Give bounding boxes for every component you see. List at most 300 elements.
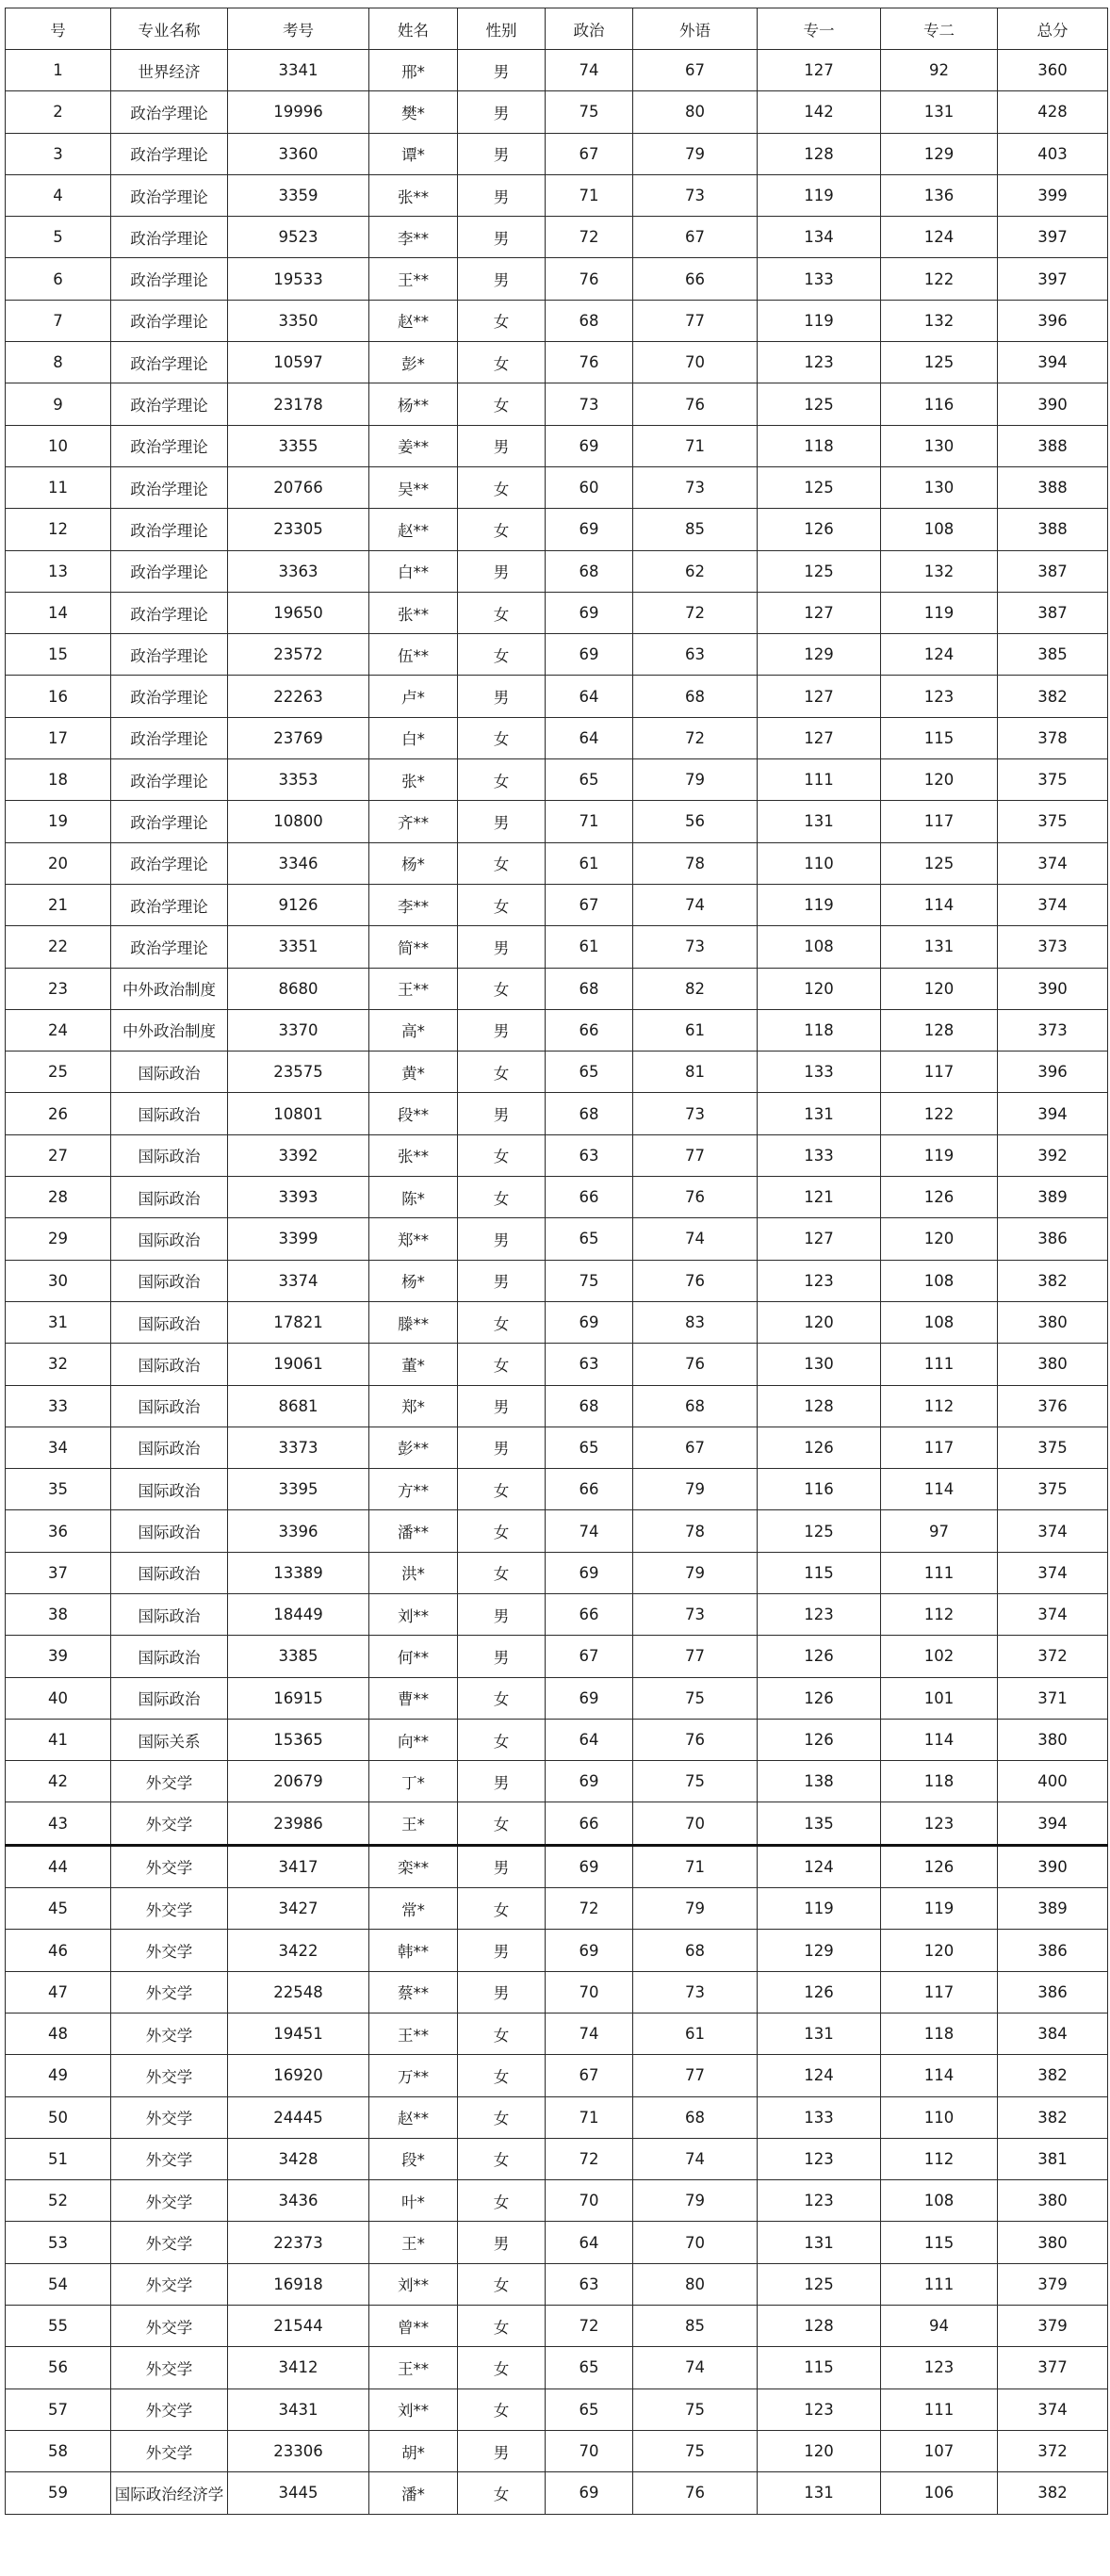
cell-number: 19 — [6, 801, 111, 842]
cell-major-subject-1: 142 — [758, 91, 881, 133]
cell-number: 50 — [6, 2096, 111, 2138]
cell-gender: 男 — [458, 2222, 546, 2263]
cell-major-subject-1: 126 — [758, 1427, 881, 1468]
cell-major: 政治学理论 — [111, 676, 228, 717]
cell-foreign-language: 66 — [633, 258, 758, 300]
cell-foreign-language: 68 — [633, 676, 758, 717]
cell-major-subject-2: 124 — [881, 634, 998, 676]
cell-politics: 74 — [546, 1510, 633, 1552]
cell-major: 政治学理论 — [111, 801, 228, 842]
cell-total: 400 — [998, 1761, 1108, 1802]
cell-major: 外交学 — [111, 1761, 228, 1802]
cell-major-subject-1: 127 — [758, 50, 881, 91]
cell-major: 政治学理论 — [111, 217, 228, 258]
cell-number: 32 — [6, 1344, 111, 1385]
cell-foreign-language: 81 — [633, 1052, 758, 1093]
cell-gender: 女 — [458, 1344, 546, 1385]
cell-name: 邢* — [369, 50, 458, 91]
cell-politics: 66 — [546, 1593, 633, 1635]
cell-number: 39 — [6, 1636, 111, 1677]
cell-major-subject-1: 119 — [758, 300, 881, 341]
cell-exam-id: 22263 — [228, 676, 369, 717]
table-row — [6, 300, 1108, 341]
cell-total: 373 — [998, 1009, 1108, 1051]
cell-total: 382 — [998, 676, 1108, 717]
table-row — [6, 550, 1108, 592]
cell-name: 曹** — [369, 1677, 458, 1719]
cell-major-subject-2: 117 — [881, 1052, 998, 1093]
cell-foreign-language: 85 — [633, 2306, 758, 2347]
table-row — [6, 1636, 1108, 1677]
cell-politics: 65 — [546, 1427, 633, 1468]
cell-foreign-language: 70 — [633, 1802, 758, 1845]
cell-gender: 男 — [458, 1218, 546, 1260]
cell-name: 栾** — [369, 1845, 458, 1887]
cell-politics: 71 — [546, 174, 633, 216]
cell-exam-id: 3436 — [228, 2180, 369, 2222]
cell-foreign-language: 76 — [633, 383, 758, 425]
cell-major: 中外政治制度 — [111, 1009, 228, 1051]
cell-number: 22 — [6, 926, 111, 968]
cell-gender: 男 — [458, 91, 546, 133]
cell-total: 388 — [998, 509, 1108, 550]
cell-major: 国际政治 — [111, 1510, 228, 1552]
table-row — [6, 2347, 1108, 2389]
cell-name: 吴** — [369, 466, 458, 508]
cell-total: 375 — [998, 801, 1108, 842]
cell-name: 董* — [369, 1344, 458, 1385]
cell-foreign-language: 67 — [633, 1427, 758, 1468]
cell-foreign-language: 76 — [633, 1719, 758, 1760]
cell-foreign-language: 73 — [633, 926, 758, 968]
cell-foreign-language: 80 — [633, 91, 758, 133]
cell-total: 392 — [998, 1134, 1108, 1176]
cell-politics: 67 — [546, 2055, 633, 2096]
table-row — [6, 1344, 1108, 1385]
cell-major-subject-1: 123 — [758, 2389, 881, 2430]
table-row — [6, 1093, 1108, 1134]
cell-gender: 男 — [458, 174, 546, 216]
cell-major-subject-1: 127 — [758, 717, 881, 758]
cell-politics: 63 — [546, 1344, 633, 1385]
cell-gender: 女 — [458, 2096, 546, 2138]
cell-gender: 男 — [458, 1845, 546, 1887]
cell-number: 49 — [6, 2055, 111, 2096]
table-row — [6, 1510, 1108, 1552]
cell-foreign-language: 79 — [633, 1469, 758, 1510]
header-major: 专业名称 — [111, 8, 228, 50]
cell-name: 白** — [369, 550, 458, 592]
cell-foreign-language: 72 — [633, 717, 758, 758]
cell-major-subject-2: 117 — [881, 1427, 998, 1468]
table-row — [6, 884, 1108, 925]
cell-foreign-language: 76 — [633, 1260, 758, 1301]
cell-major: 国际政治 — [111, 1593, 228, 1635]
cell-name: 何** — [369, 1636, 458, 1677]
cell-major: 政治学理论 — [111, 926, 228, 968]
table-row — [6, 1888, 1108, 1930]
table-row — [6, 2389, 1108, 2430]
cell-number: 9 — [6, 383, 111, 425]
cell-major: 国际政治 — [111, 1552, 228, 1593]
cell-major-subject-2: 131 — [881, 91, 998, 133]
cell-name: 李** — [369, 217, 458, 258]
cell-major-subject-1: 126 — [758, 1677, 881, 1719]
cell-major: 外交学 — [111, 2096, 228, 2138]
cell-politics: 75 — [546, 91, 633, 133]
cell-foreign-language: 70 — [633, 342, 758, 383]
header-foreign-language: 外语 — [633, 8, 758, 50]
cell-politics: 72 — [546, 2306, 633, 2347]
cell-name: 李** — [369, 884, 458, 925]
cell-politics: 69 — [546, 1845, 633, 1887]
cell-politics: 76 — [546, 342, 633, 383]
cell-foreign-language: 75 — [633, 2389, 758, 2430]
cell-major: 中外政治制度 — [111, 968, 228, 1009]
cell-name: 赵** — [369, 300, 458, 341]
cell-foreign-language: 79 — [633, 1888, 758, 1930]
cell-politics: 72 — [546, 217, 633, 258]
cell-major: 政治学理论 — [111, 133, 228, 174]
cell-name: 潘** — [369, 1510, 458, 1552]
cell-politics: 69 — [546, 592, 633, 633]
cell-major: 外交学 — [111, 2430, 228, 2471]
cell-number: 29 — [6, 1218, 111, 1260]
table-row — [6, 1971, 1108, 2013]
cell-major-subject-2: 111 — [881, 1344, 998, 1385]
cell-exam-id: 3360 — [228, 133, 369, 174]
cell-number: 16 — [6, 676, 111, 717]
cell-major: 国际关系 — [111, 1719, 228, 1760]
cell-politics: 74 — [546, 50, 633, 91]
cell-major-subject-1: 119 — [758, 174, 881, 216]
cell-major: 国际政治 — [111, 1636, 228, 1677]
cell-major-subject-1: 128 — [758, 1385, 881, 1427]
cell-major-subject-2: 119 — [881, 1134, 998, 1176]
cell-total: 397 — [998, 258, 1108, 300]
cell-politics: 63 — [546, 1134, 633, 1176]
cell-total: 386 — [998, 1971, 1108, 2013]
cell-name: 王* — [369, 2222, 458, 2263]
cell-exam-id: 23306 — [228, 2430, 369, 2471]
cell-major: 外交学 — [111, 2222, 228, 2263]
cell-major: 国际政治 — [111, 1301, 228, 1343]
cell-exam-id: 9523 — [228, 217, 369, 258]
cell-foreign-language: 68 — [633, 2096, 758, 2138]
cell-politics: 74 — [546, 2013, 633, 2054]
cell-number: 17 — [6, 717, 111, 758]
cell-total: 378 — [998, 717, 1108, 758]
cell-politics: 67 — [546, 133, 633, 174]
cell-exam-id: 20766 — [228, 466, 369, 508]
cell-name: 张* — [369, 759, 458, 801]
cell-foreign-language: 79 — [633, 759, 758, 801]
cell-gender: 男 — [458, 1385, 546, 1427]
cell-foreign-language: 77 — [633, 1636, 758, 1677]
cell-foreign-language: 67 — [633, 50, 758, 91]
cell-politics: 75 — [546, 1260, 633, 1301]
cell-politics: 69 — [546, 634, 633, 676]
cell-foreign-language: 75 — [633, 1677, 758, 1719]
cell-number: 42 — [6, 1761, 111, 1802]
cell-exam-id: 8681 — [228, 1385, 369, 1427]
cell-exam-id: 23769 — [228, 717, 369, 758]
cell-major-subject-2: 132 — [881, 300, 998, 341]
cell-politics: 60 — [546, 466, 633, 508]
cell-gender: 女 — [458, 842, 546, 884]
cell-major-subject-2: 117 — [881, 1971, 998, 2013]
table-row — [6, 383, 1108, 425]
cell-major-subject-1: 134 — [758, 217, 881, 258]
cell-foreign-language: 71 — [633, 1845, 758, 1887]
cell-number: 12 — [6, 509, 111, 550]
cell-foreign-language: 77 — [633, 2055, 758, 2096]
cell-exam-id: 3417 — [228, 1845, 369, 1887]
cell-number: 28 — [6, 1177, 111, 1218]
cell-foreign-language: 71 — [633, 425, 758, 466]
cell-number: 45 — [6, 1888, 111, 1930]
cell-major: 国际政治 — [111, 1427, 228, 1468]
cell-major-subject-2: 101 — [881, 1677, 998, 1719]
table-row — [6, 1177, 1108, 1218]
cell-gender: 男 — [458, 926, 546, 968]
cell-major: 政治学理论 — [111, 91, 228, 133]
cell-gender: 男 — [458, 1930, 546, 1971]
cell-exam-id: 24445 — [228, 2096, 369, 2138]
cell-gender: 女 — [458, 1469, 546, 1510]
cell-politics: 65 — [546, 2347, 633, 2389]
cell-gender: 女 — [458, 1510, 546, 1552]
cell-foreign-language: 73 — [633, 1093, 758, 1134]
cell-total: 380 — [998, 1344, 1108, 1385]
header-politics: 政治 — [546, 8, 633, 50]
cell-gender: 女 — [458, 2472, 546, 2514]
cell-total: 374 — [998, 2389, 1108, 2430]
cell-name: 常* — [369, 1888, 458, 1930]
cell-major-subject-1: 127 — [758, 592, 881, 633]
cell-name: 齐** — [369, 801, 458, 842]
cell-major-subject-1: 133 — [758, 2096, 881, 2138]
cell-exam-id: 18449 — [228, 1593, 369, 1635]
cell-total: 374 — [998, 1552, 1108, 1593]
table-row — [6, 1761, 1108, 1802]
cell-total: 374 — [998, 842, 1108, 884]
cell-major: 国际政治经济学 — [111, 2472, 228, 2514]
cell-name: 简** — [369, 926, 458, 968]
cell-total: 379 — [998, 2263, 1108, 2305]
cell-name: 王** — [369, 2013, 458, 2054]
table-row — [6, 1260, 1108, 1301]
cell-politics: 64 — [546, 1719, 633, 1760]
cell-major-subject-1: 131 — [758, 1093, 881, 1134]
table-row — [6, 258, 1108, 300]
cell-major-subject-1: 123 — [758, 1593, 881, 1635]
cell-number: 10 — [6, 425, 111, 466]
cell-number: 24 — [6, 1009, 111, 1051]
cell-name: 郑** — [369, 1218, 458, 1260]
cell-gender: 男 — [458, 1260, 546, 1301]
cell-number: 56 — [6, 2347, 111, 2389]
cell-major: 政治学理论 — [111, 466, 228, 508]
cell-exam-id: 19061 — [228, 1344, 369, 1385]
cell-major-subject-2: 111 — [881, 2263, 998, 2305]
cell-exam-id: 23572 — [228, 634, 369, 676]
cell-major-subject-2: 114 — [881, 1469, 998, 1510]
cell-gender: 女 — [458, 634, 546, 676]
cell-number: 25 — [6, 1052, 111, 1093]
table-row — [6, 2180, 1108, 2222]
cell-foreign-language: 68 — [633, 1385, 758, 1427]
cell-exam-id: 3351 — [228, 926, 369, 968]
cell-number: 3 — [6, 133, 111, 174]
cell-gender: 女 — [458, 2389, 546, 2430]
cell-name: 高* — [369, 1009, 458, 1051]
cell-exam-id: 23178 — [228, 383, 369, 425]
cell-name: 向** — [369, 1719, 458, 1760]
cell-number: 8 — [6, 342, 111, 383]
cell-politics: 69 — [546, 1761, 633, 1802]
cell-number: 31 — [6, 1301, 111, 1343]
cell-foreign-language: 77 — [633, 1134, 758, 1176]
cell-major: 国际政治 — [111, 1134, 228, 1176]
cell-major-subject-2: 120 — [881, 1218, 998, 1260]
cell-exam-id: 3427 — [228, 1888, 369, 1930]
cell-name: 杨* — [369, 1260, 458, 1301]
cell-number: 20 — [6, 842, 111, 884]
cell-major-subject-1: 128 — [758, 133, 881, 174]
cell-major-subject-2: 108 — [881, 1260, 998, 1301]
header-name: 姓名 — [369, 8, 458, 50]
header-gender: 性别 — [458, 8, 546, 50]
cell-gender: 女 — [458, 383, 546, 425]
cell-exam-id: 16918 — [228, 2263, 369, 2305]
cell-foreign-language: 80 — [633, 2263, 758, 2305]
cell-major-subject-1: 125 — [758, 383, 881, 425]
cell-total: 394 — [998, 1802, 1108, 1845]
cell-politics: 71 — [546, 2096, 633, 2138]
cell-major: 国际政治 — [111, 1469, 228, 1510]
cell-major-subject-2: 126 — [881, 1177, 998, 1218]
cell-major: 外交学 — [111, 2263, 228, 2305]
cell-total: 390 — [998, 383, 1108, 425]
cell-major-subject-1: 131 — [758, 2222, 881, 2263]
cell-exam-id: 19650 — [228, 592, 369, 633]
cell-name: 蔡** — [369, 1971, 458, 2013]
cell-foreign-language: 73 — [633, 1971, 758, 2013]
cell-name: 樊* — [369, 91, 458, 133]
cell-major: 政治学理论 — [111, 383, 228, 425]
cell-foreign-language: 83 — [633, 1301, 758, 1343]
cell-major-subject-2: 123 — [881, 2347, 998, 2389]
cell-total: 371 — [998, 1677, 1108, 1719]
cell-total: 374 — [998, 884, 1108, 925]
cell-major-subject-1: 110 — [758, 842, 881, 884]
cell-major-subject-2: 132 — [881, 550, 998, 592]
cell-major-subject-2: 106 — [881, 2472, 998, 2514]
cell-major-subject-1: 121 — [758, 1177, 881, 1218]
table-row — [6, 1802, 1108, 1845]
cell-major: 外交学 — [111, 2180, 228, 2222]
cell-number: 37 — [6, 1552, 111, 1593]
cell-total: 372 — [998, 2430, 1108, 2471]
cell-major-subject-2: 131 — [881, 926, 998, 968]
cell-gender: 男 — [458, 425, 546, 466]
cell-major: 外交学 — [111, 1930, 228, 1971]
cell-name: 王** — [369, 258, 458, 300]
cell-politics: 76 — [546, 258, 633, 300]
cell-name: 黄* — [369, 1052, 458, 1093]
cell-major: 外交学 — [111, 2306, 228, 2347]
cell-exam-id: 3428 — [228, 2138, 369, 2179]
cell-name: 陈* — [369, 1177, 458, 1218]
cell-name: 王** — [369, 968, 458, 1009]
cell-major-subject-1: 123 — [758, 2180, 881, 2222]
cell-gender: 男 — [458, 1636, 546, 1677]
cell-number: 26 — [6, 1093, 111, 1134]
cell-exam-id: 16915 — [228, 1677, 369, 1719]
cell-major-subject-1: 131 — [758, 2472, 881, 2514]
cell-politics: 65 — [546, 1052, 633, 1093]
cell-gender: 女 — [458, 1888, 546, 1930]
cell-major: 国际政治 — [111, 1344, 228, 1385]
table-header — [6, 8, 1108, 50]
table-row — [6, 1845, 1108, 1887]
cell-name: 刘** — [369, 2389, 458, 2430]
cell-major-subject-1: 131 — [758, 801, 881, 842]
cell-major: 国际政治 — [111, 1385, 228, 1427]
cell-total: 374 — [998, 1510, 1108, 1552]
cell-total: 377 — [998, 2347, 1108, 2389]
cell-exam-id: 13389 — [228, 1552, 369, 1593]
cell-gender: 女 — [458, 2055, 546, 2096]
cell-gender: 女 — [458, 759, 546, 801]
cell-politics: 64 — [546, 717, 633, 758]
table-row — [6, 842, 1108, 884]
cell-major-subject-1: 129 — [758, 1930, 881, 1971]
cell-major-subject-1: 126 — [758, 509, 881, 550]
cell-number: 48 — [6, 2013, 111, 2054]
cell-major-subject-2: 112 — [881, 2138, 998, 2179]
table-row — [6, 466, 1108, 508]
cell-foreign-language: 76 — [633, 1177, 758, 1218]
score-table — [5, 8, 1108, 2515]
cell-gender: 女 — [458, 2138, 546, 2179]
cell-gender: 女 — [458, 1301, 546, 1343]
cell-exam-id: 3363 — [228, 550, 369, 592]
cell-major: 国际政治 — [111, 1052, 228, 1093]
cell-total: 388 — [998, 466, 1108, 508]
cell-politics: 69 — [546, 1552, 633, 1593]
cell-gender: 男 — [458, 50, 546, 91]
cell-total: 374 — [998, 1593, 1108, 1635]
cell-gender: 男 — [458, 801, 546, 842]
cell-total: 380 — [998, 1719, 1108, 1760]
cell-gender: 男 — [458, 1761, 546, 1802]
cell-major-subject-2: 108 — [881, 1301, 998, 1343]
cell-major-subject-1: 124 — [758, 1845, 881, 1887]
cell-total: 380 — [998, 2180, 1108, 2222]
table-row — [6, 717, 1108, 758]
cell-gender: 女 — [458, 1677, 546, 1719]
cell-major-subject-2: 108 — [881, 509, 998, 550]
cell-foreign-language: 79 — [633, 2180, 758, 2222]
cell-total: 428 — [998, 91, 1108, 133]
cell-major-subject-1: 127 — [758, 676, 881, 717]
table-row — [6, 1719, 1108, 1760]
cell-number: 46 — [6, 1930, 111, 1971]
cell-foreign-language: 75 — [633, 1761, 758, 1802]
cell-number: 58 — [6, 2430, 111, 2471]
